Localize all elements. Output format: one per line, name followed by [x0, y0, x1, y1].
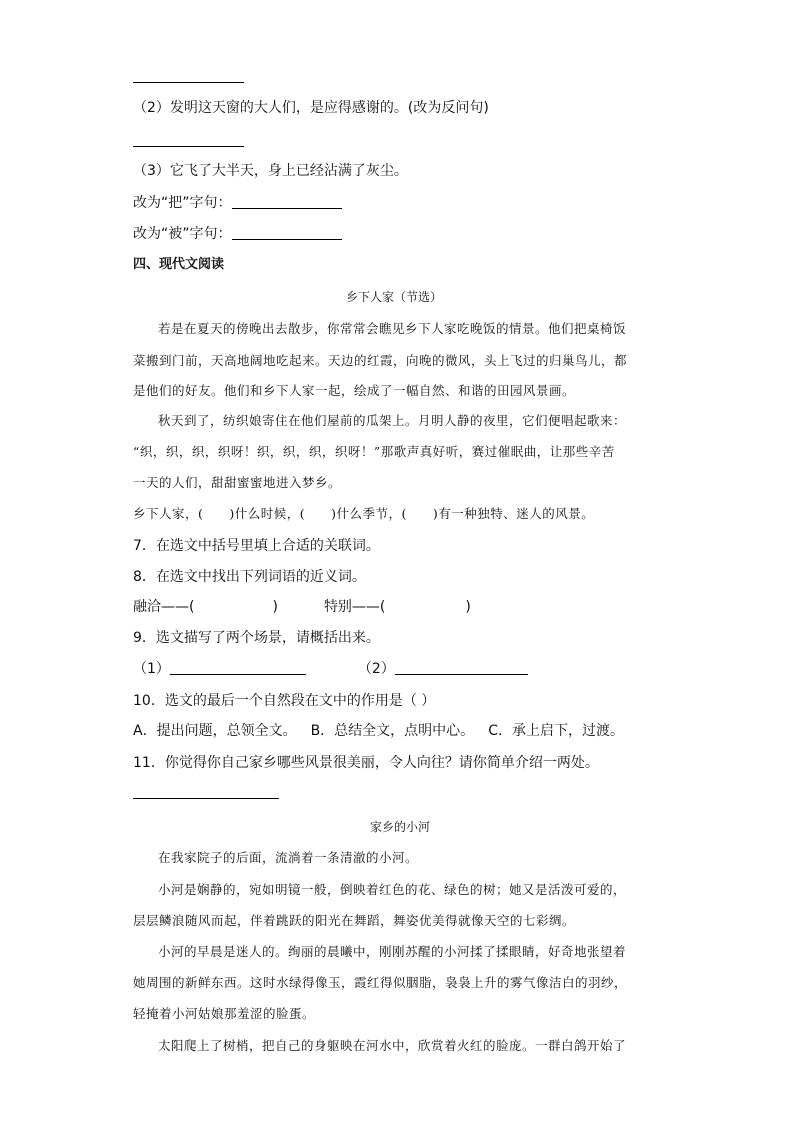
passage-line: 乡下人家，( )什么时候，( )什么季节，( )有一种独特、迷人的风景。 [133, 506, 595, 521]
passage-line: 一天的人们，甜甜蜜蜜地进入梦乡。 [133, 475, 342, 490]
passage-title: 家乡的小河 [370, 820, 431, 834]
passage-line: 在我家院子的后面，流淌着一条清澈的小河。 [158, 850, 419, 865]
passage-line: 太阳爬上了树梢，把自己的身躯映在河水中，欣赏着火红的脸庞。一群白鸽开始了 [158, 1038, 627, 1053]
bei-sentence-row [133, 225, 342, 243]
answer-line [133, 146, 244, 147]
ba-sentence-row [133, 194, 342, 212]
section-heading: 四、现代文阅读 [133, 257, 225, 272]
answer-blank[interactable] [170, 674, 306, 675]
bei-label: 改为“被”字句： [133, 226, 232, 242]
passage-line: “织，织，织，织呀！织，织，织，织呀！”那歌声真好听，赛过催眠曲，让那些辛苦 [133, 444, 615, 459]
scene-answers-row [133, 660, 528, 678]
passage-line: 秋天到了，纺织娘寄住在他们屋前的瓜架上。月明人静的夜里，它们便唱起歌来： [158, 413, 627, 428]
option-c[interactable]: C．承上启下，过渡。 [488, 723, 624, 739]
scene-2-label: （2） [357, 661, 395, 677]
question-11: 11．你觉得你自己家乡哪些风景很美丽，令人向往？请你简单介绍一两处。 [133, 755, 599, 771]
passage-line: 菜搬到门前，天高地阔地吃起来。天边的红霞，向晚的微风，头上飞过的归巢鸟儿，都 [133, 353, 628, 368]
option-a[interactable]: A．提出问题，总领全文。 [133, 723, 297, 739]
option-b[interactable]: B．总结全文，点明中心。 [310, 723, 475, 739]
synonym-b: 特别——( [323, 599, 386, 615]
answer-blank[interactable] [232, 239, 342, 240]
answer-line [133, 798, 279, 799]
passage-line: 小河的早晨是迷人的。绚丽的晨曦中，刚刚苏醒的小河揉了揉眼睛，好奇地张望着 [158, 944, 627, 959]
passage-line: 是他们的好友。他们和乡下人家一起，绘成了一幅自然、和谐的田园风景画。 [133, 383, 576, 398]
question-3: （3）它飞了大半天，身上已经沾满了灰尘。 [133, 163, 408, 179]
passage-line: 层层鳞浪随风而起，伴着跳跃的阳光在舞蹈，舞姿优美得就像天空的七彩绸。 [133, 913, 576, 928]
answer-line [133, 82, 244, 83]
passage-line: 若是在夏天的傍晚出去散步，你常常会瞧见乡下人家吃晚饭的情景。他们把桌椅饭 [158, 321, 627, 336]
question-7: 7．在选文中括号里填上合适的关联词。 [133, 538, 380, 554]
synonym-row: 融洽——( ) 特别——( ) [133, 599, 471, 615]
passage-line: 她周围的新鲜东西。这时水绿得像玉，霞红得似胭脂，袅袅上升的雾气像洁白的羽纱， [133, 975, 628, 990]
question-8: 8．在选文中找出下列词语的近义词。 [133, 569, 366, 585]
ba-label: 改为“把”字句： [133, 195, 232, 211]
question-9: 9．选文描写了两个场景，请概括出来。 [133, 630, 380, 646]
answer-blank[interactable] [395, 674, 528, 675]
scene-1-label: （1） [133, 661, 170, 677]
question-10: 10．选文的最后一个自然段在文中的作用是（ ） [133, 693, 436, 709]
question-2: （2）发明这天窗的大人们，是应得感谢的。(改为反问句) [133, 100, 489, 116]
q10-options [133, 722, 624, 740]
answer-blank[interactable] [232, 208, 342, 209]
passage-title: 乡下人家（节选） [346, 290, 443, 304]
synonym-a: 融洽——( [133, 599, 195, 615]
passage-line: 小河是娴静的，宛如明镜一般，倒映着红色的花、绿色的树；她又是活泼可爱的， [158, 882, 627, 897]
passage-line: 轻掩着小河姑娘那羞涩的脸蛋。 [133, 1006, 316, 1021]
